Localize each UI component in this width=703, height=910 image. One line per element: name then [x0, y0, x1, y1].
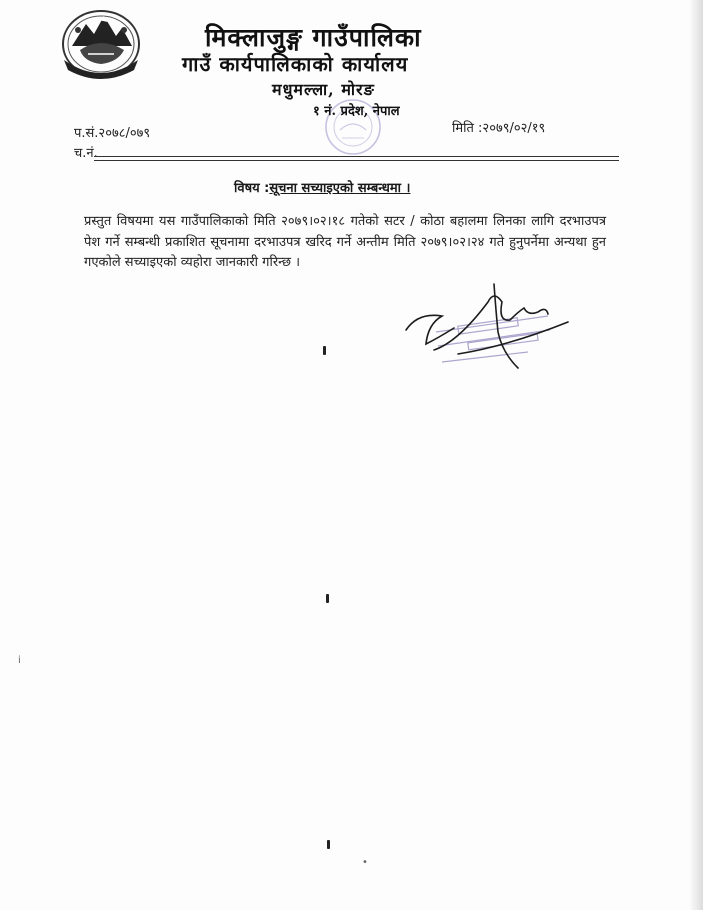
subject-label: विषय : [234, 181, 270, 196]
scan-edge-shadow [689, 0, 703, 910]
scan-speck: i [18, 655, 21, 666]
scan-mark [327, 840, 330, 849]
office-address: मधुमल्ला, मोरङ [272, 80, 375, 99]
office-name: गाउँ कार्यपालिकाको कार्यालय [182, 52, 409, 76]
subject-line [234, 178, 410, 196]
handwritten-signature [398, 272, 573, 382]
scan-speck: • [362, 857, 368, 868]
province-line: १ नं. प्रदेश, नेपाल [313, 104, 400, 119]
dispatch-number: च.नं. [74, 146, 98, 161]
org-name: मिक्लाजुङ्ग गाउँपालिका [205, 23, 422, 52]
scan-mark [323, 346, 326, 355]
nepal-emblem-icon [58, 6, 144, 80]
subject-text: सूचना सच्याइएको सम्बन्धमा । [269, 181, 411, 196]
header-divider-thick [94, 156, 619, 157]
scan-mark [326, 594, 329, 603]
letter-date: मिति :२०७९/०२/१९ [452, 121, 546, 136]
reference-number: प.सं.२०७८/०७९ [74, 126, 151, 141]
body-paragraph: प्रस्तुत विषयमा यस गाउँपालिकाको मिति २०७९।०२।१८ गतेको सटर / कोठा बहालमा लिनका लागि दरभाउपत्र पेश गर्ने सम्बन्धी प्रकाशित सूचनामा दरभाउपत्र खरिद गर्ने अन्तीम मिति २०७९।०२।२४ गते हुनुपर्नेमा अन्यथा हुन गएकोले सच्याइएको व्यहोरा जानकारी गरिन्छ । [84, 214, 606, 270]
header-divider-thin [94, 160, 619, 161]
